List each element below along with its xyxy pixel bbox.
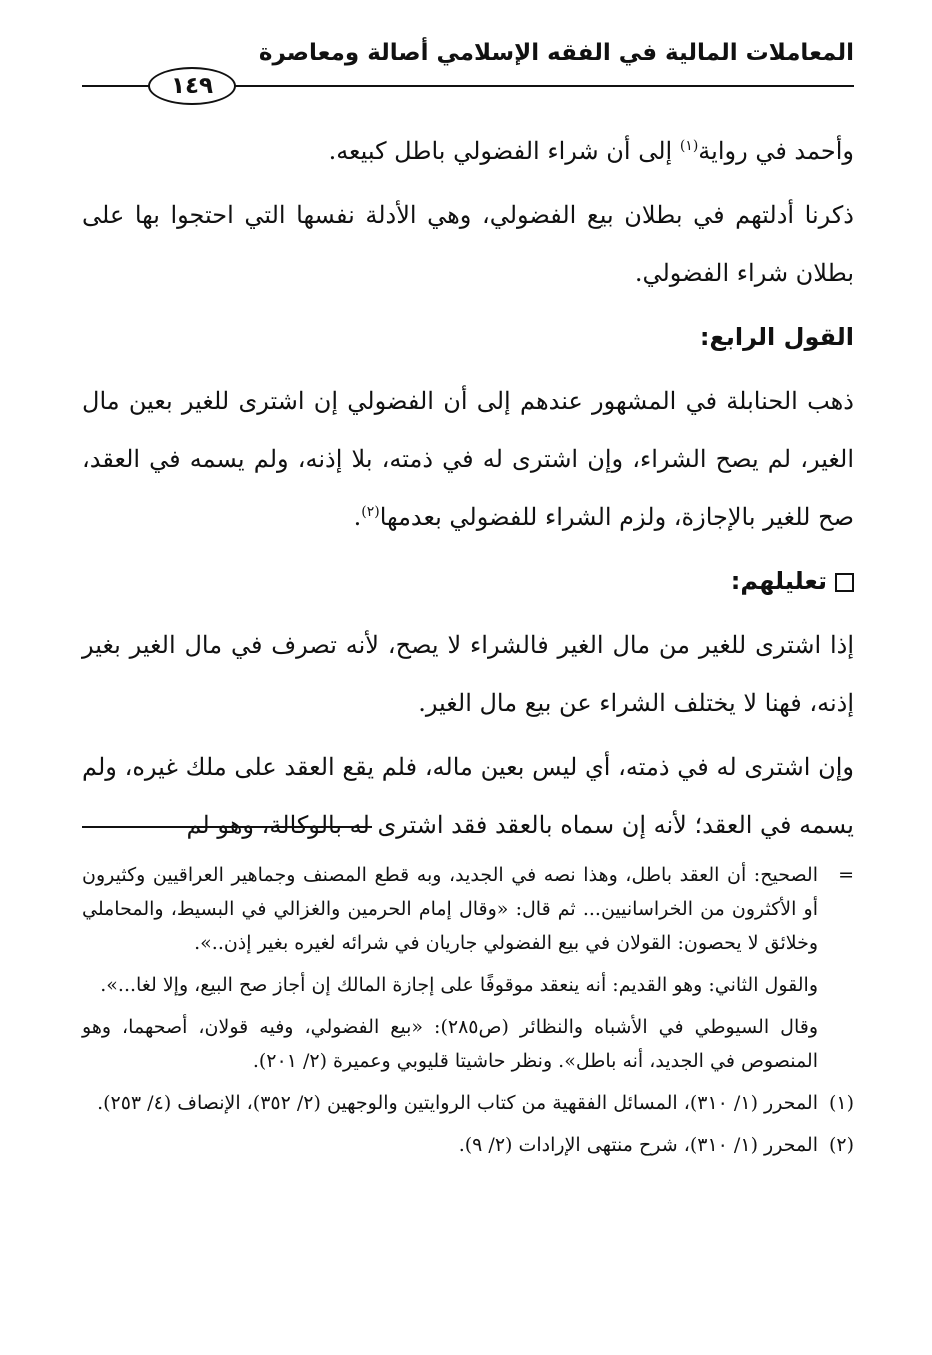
paragraph-text: . — [353, 503, 362, 531]
footnote-separator — [82, 826, 372, 828]
paragraph — [82, 372, 854, 546]
paragraph: وإن اشترى له في ذمته، أي ليس بعين ماله، فلم يقع العقد على ملك غيره، ولم يسمه في العقد؛ لأنه إن سماه بالعقد فقد اشترى له بالوكالة، وهو لم — [82, 753, 854, 839]
footnote-continuation — [82, 1010, 854, 1078]
footnote-text: وقال السيوطي في الأشباه والنظائر (ص٢٨٥): «بيع الفضولي، وفيه قولان، أصحهما، وهو المنصوص في الجديد، أنه باطل». ونظر حاشيتا قليوبي وعميرة (٢/ ٢٠١). — [82, 1016, 818, 1072]
footnotes — [82, 858, 854, 1170]
book-title: المعاملات المالية في الفقه الإسلامي أصالة ومعاصرة — [258, 40, 854, 66]
paragraph: إذا اشترى للغير من مال الغير فالشراء لا يصح، لأنه تصرف في مال الغير بغير إذنه، فهنا لا يختلف الشراء عن بيع مال الغير. — [82, 631, 854, 717]
square-bullet-icon — [835, 573, 854, 592]
continuation-mark: = — [838, 864, 854, 886]
heading-text: تعليلهم: — [730, 567, 827, 595]
page-number: ١٤٩ — [148, 67, 236, 105]
footnote — [82, 1086, 854, 1120]
footnote-continuation — [82, 858, 854, 960]
paragraph — [82, 122, 854, 180]
footnote-continuation — [82, 968, 854, 1002]
footnote-number: (١) — [828, 1092, 854, 1114]
footnote-text: والقول الثاني: وهو القديم: أنه ينعقد موقوفًا على إجازة المالك إن أجاز صح البيع، وإلا لغا...». — [100, 974, 818, 996]
footnote-text: المحرر (١/ ٣١٠)، المسائل الفقهية من كتاب الروايتين والوجهين (٢/ ٣٥٢)، الإنصاف (٤/ ٢٥٣). — [97, 1092, 818, 1114]
main-text — [82, 122, 854, 854]
paragraph: ذكرنا أدلتهم في بطلان بيع الفضولي، وهي الأدلة نفسها التي احتجوا بها على بطلان شراء الفضولي. — [82, 201, 854, 287]
section-heading: القول الرابع: — [699, 323, 854, 351]
running-header — [82, 34, 854, 106]
footnote-ref: (١) — [679, 138, 699, 154]
section-heading — [82, 552, 854, 610]
footnote-text: المحرر (١/ ٣١٠)، شرح منتهى الإرادات (٢/ ٩). — [458, 1134, 818, 1156]
paragraph-text: وأحمد في رواية — [698, 137, 854, 165]
footnote-ref: (٢) — [361, 504, 380, 520]
footnote-number: (٢) — [828, 1134, 854, 1156]
paragraph-text: إلى أن شراء الفضولي باطل كبيعه. — [328, 137, 680, 165]
footnote-text: الصحيح: أن العقد باطل، وهذا نصه في الجديد، وبه قطع المصنف وجماهير العراقيين وكثيرون أو الأكثرون من الخراسانيين... ثم قال: «وقال إمام الحرمين والغزالي في البسيط، والمحاملي وخلائق لا يحصون: القولان في بيع الفضولي جاريان في شرائه لغيره بغير إذن..». — [82, 864, 818, 954]
footnote — [82, 1128, 854, 1162]
paragraph-text: ذهب الحنابلة في المشهور عندهم إلى أن الفضولي إن اشترى للغير بعين مال الغير، لم يصح الشراء، وإن اشترى له في ذمته، بلا إذنه، ولم يسمه في العقد، صح للغير بالإجازة، ولزم الشراء للفضولي بعدمها — [82, 387, 854, 531]
